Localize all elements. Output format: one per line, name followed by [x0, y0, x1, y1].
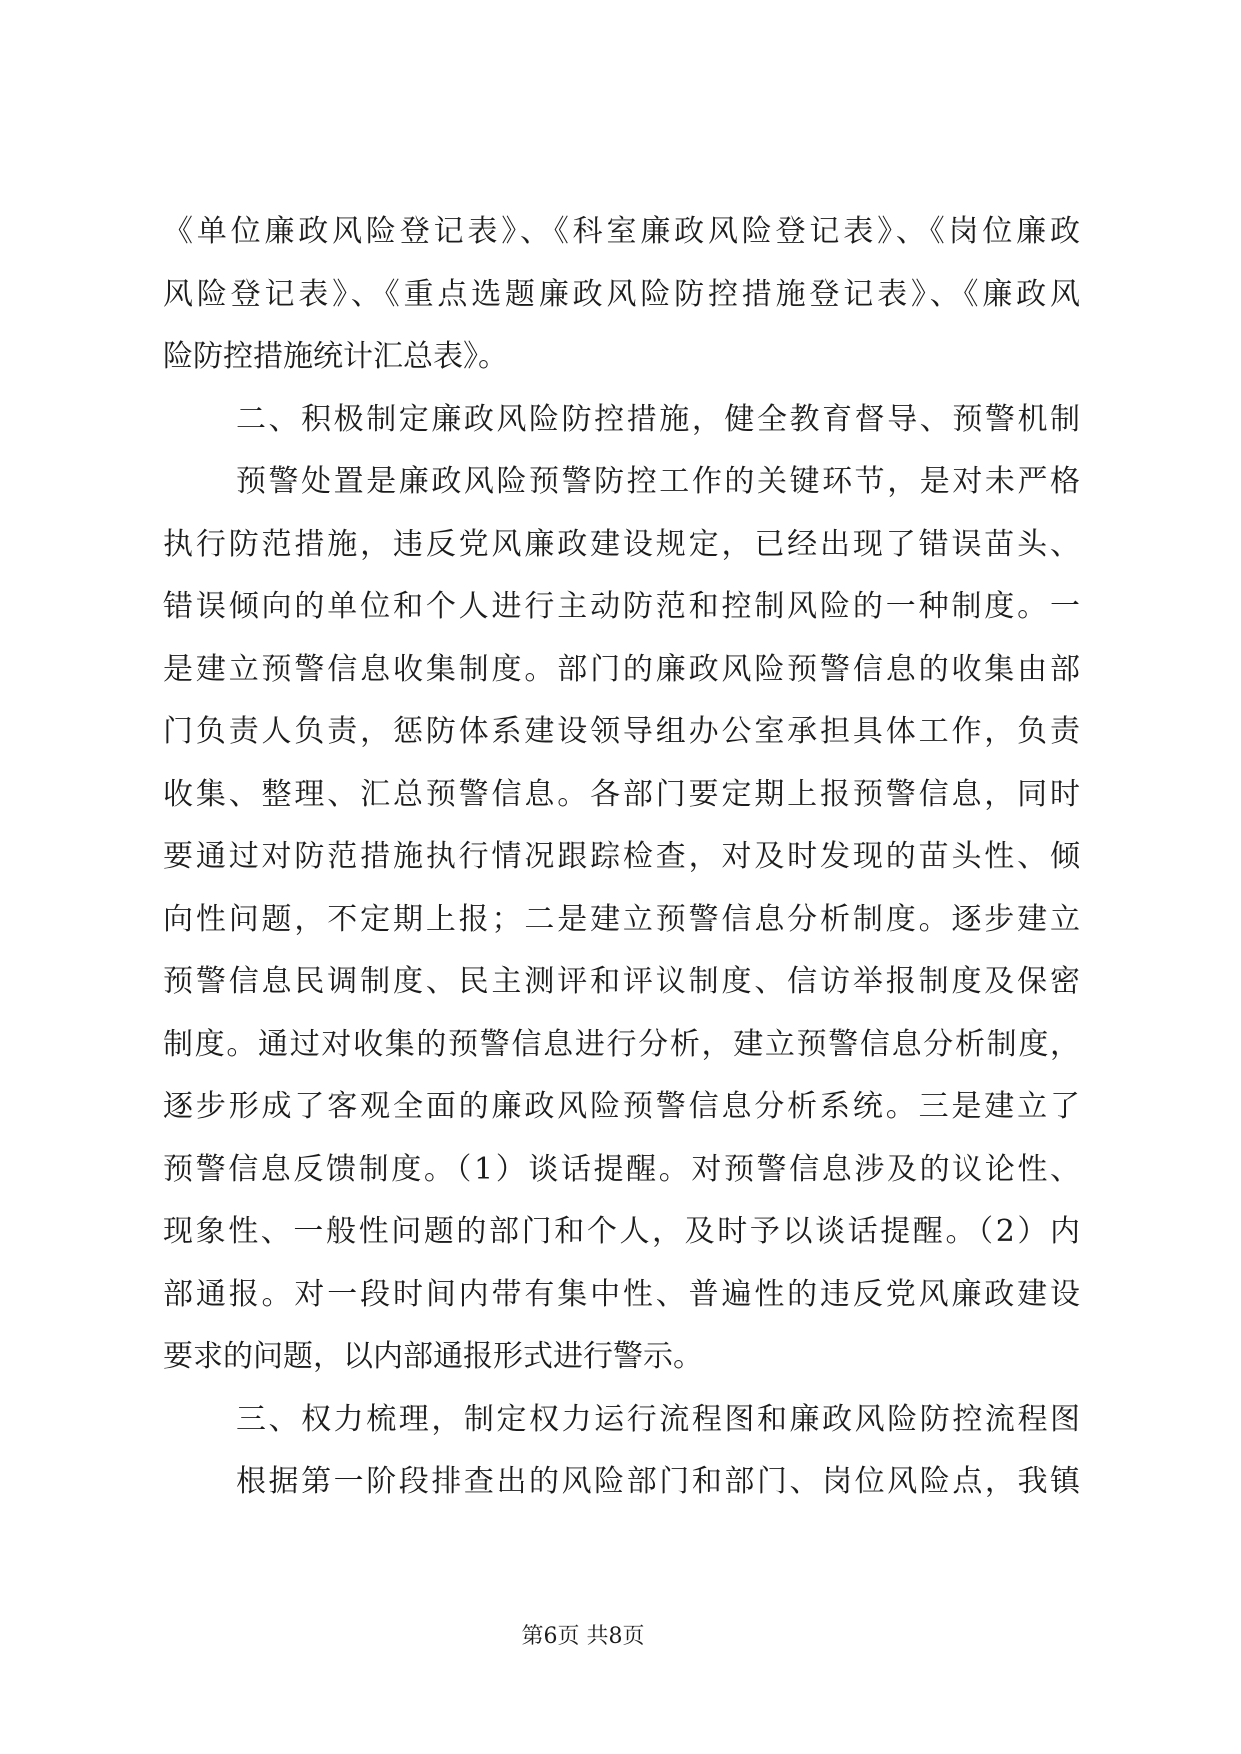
text-line: 预警信息民调制度、民主测评和评议制度、信访举报制度及保密 [163, 964, 1080, 999]
text-line: 制度。通过对收集的预警信息进行分析，建立预警信息分析制度， [163, 1026, 1080, 1062]
text-line: 根据第一阶段排查出的风险部门和部门、岗位风险点，我镇 [236, 1464, 1080, 1499]
text-line: 门负责人负责，惩防体系建设领导组办公室承担具体工作，负责 [163, 714, 1080, 749]
text-line: 《单位廉政风险登记表》、《科室廉政风险登记表》、《岗位廉政 [163, 214, 1080, 249]
text-line: 部通报。对一段时间内带有集中性、普遍性的违反党风廉政建设 [163, 1276, 1080, 1312]
text-line: 向性问题，不定期上报；二是建立预警信息分析制度。逐步建立 [163, 901, 1080, 937]
text-line: 是建立预警信息收集制度。部门的廉政风险预警信息的收集由部 [163, 651, 1080, 687]
section-heading-2: 二、积极制定廉政风险防控措施，健全教育督导、预警机制 [236, 401, 1080, 437]
text-line: 险防控措施统计汇总表》。 [163, 339, 508, 374]
section-3-paragraph [163, 1451, 1080, 1514]
document-body [163, 201, 1080, 1514]
text-line: 逐步形成了客观全面的廉政风险预警信息分析系统。三是建立了 [163, 1089, 1080, 1124]
section-2-paragraph [163, 451, 1080, 1389]
text-line: 错误倾向的单位和个人进行主动防范和控制风险的一种制度。一 [163, 589, 1080, 624]
section-heading-3: 三、权力梳理，制定权力运行流程图和廉政风险防控流程图 [236, 1401, 1080, 1437]
text-line: 要通过对防范措施执行情况跟踪检查，对及时发现的苗头性、倾 [163, 839, 1080, 874]
text-line: 要求的问题，以内部通报形式进行警示。 [163, 1339, 703, 1374]
text-line: 风险登记表》、《重点选题廉政风险防控措施登记表》、《廉政风 [163, 276, 1080, 312]
text-line: 现象性、一般性问题的部门和个人，及时予以谈话提醒。（2）内 [163, 1214, 1080, 1249]
text-line: 执行防范措施，违反党风廉政建设规定，已经出现了错误苗头、 [163, 526, 1080, 562]
text-line: 收集、整理、汇总预警信息。各部门要定期上报预警信息，同时 [163, 776, 1080, 812]
page-number-footer: 第6页 共8页 [521, 1624, 645, 1649]
intro-paragraph [163, 201, 1080, 389]
text-line: 预警信息反馈制度。（1）谈话提醒。对预警信息涉及的议论性、 [163, 1151, 1080, 1187]
text-line: 预警处置是廉政风险预警防控工作的关键环节，是对未严格 [236, 464, 1080, 499]
